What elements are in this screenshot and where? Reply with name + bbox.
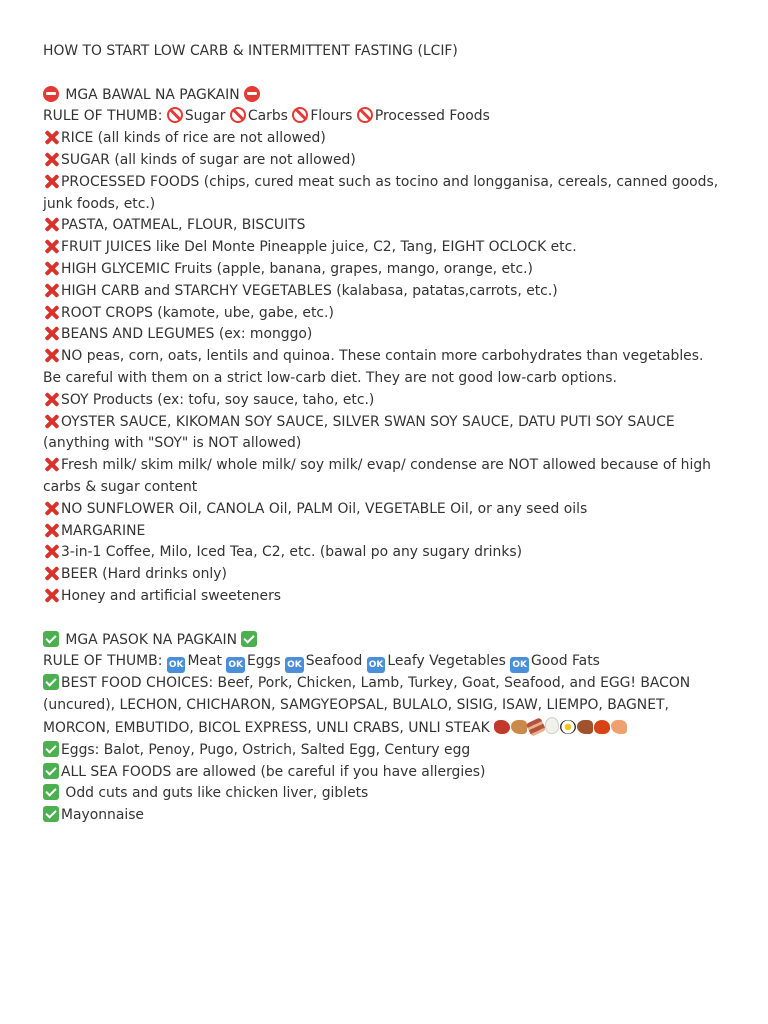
list-item: OYSTER SAUCE, KIKOMAN SOY SAUCE, SILVER SWAN SOY SAUCE, DATU PUTI SOY SAUCE (anything with "SOY" is NOT allowed): [43, 413, 675, 452]
ok-icon: OK: [167, 657, 186, 673]
cross-mark-icon: [43, 456, 59, 472]
list-item: Fresh milk/ skim milk/ whole milk/ soy milk/ evap/ condense are NOT allowed because of high carbs & sugar content: [43, 457, 711, 495]
check-mark-icon: [241, 631, 257, 647]
bawal-list: [43, 128, 724, 608]
poultry-leg-icon: [511, 720, 527, 734]
prohibited-icon: [292, 107, 308, 123]
list-item: BEST FOOD CHOICES: Beef, Pork, Chicken, Lamb, Turkey, Goat, Seafood, and EGG! BACON (uncured), LECHON, CHICHARON, SAMGYEOPSAL, BULALO, SISIG, ISAW, LIEMPO, BAGNET, MORCON, EMBUTIDO, BICOL EXPRESS, UNLI CRABS, UNLI STEAK: [43, 675, 691, 736]
prohibited-icon: [167, 107, 183, 123]
cross-mark-icon: [43, 543, 59, 559]
cross-mark-icon: [43, 522, 59, 538]
cross-mark-icon: [43, 347, 59, 363]
frying-pan-egg-icon: [560, 720, 576, 734]
check-mark-icon: [43, 763, 59, 779]
pasok-heading: MGA PASOK NA PAGKAIN: [43, 630, 724, 652]
list-item: FRUIT JUICES like Del Monte Pineapple juice, C2, Tang, EIGHT OCLOCK etc.: [43, 237, 724, 259]
list-item: PASTA, OATMEAL, FLOUR, BISCUITS: [43, 215, 724, 237]
prohibited-icon: [357, 107, 373, 123]
check-mark-icon: [43, 631, 59, 647]
crab-icon: [594, 720, 610, 734]
poultry-leg-icon: [577, 720, 593, 734]
cross-mark-icon: [43, 587, 59, 603]
no-entry-icon: [244, 86, 260, 102]
list-item: RICE (all kinds of rice are not allowed): [43, 128, 724, 150]
list-item: 3-in-1 Coffee, Milo, Iced Tea, C2, etc. (bawal po any sugary drinks): [43, 542, 724, 564]
shrimp-icon: [611, 720, 627, 734]
cross-mark-icon: [43, 238, 59, 254]
pasok-list: [43, 673, 724, 827]
cross-mark-icon: [43, 413, 59, 429]
list-item: BEER (Hard drinks only): [43, 564, 724, 586]
list-item: Eggs: Balot, Penoy, Pugo, Ostrich, Salted Egg, Century egg: [43, 740, 724, 762]
list-item: ALL SEA FOODS are allowed (be careful if you have allergies): [43, 762, 724, 784]
check-mark-icon: [43, 806, 59, 822]
cross-mark-icon: [43, 151, 59, 167]
ok-icon: OK: [226, 657, 245, 673]
pasok-rule-of-thumb: RULE OF THUMB: OK Meat OK Eggs OK Seafood OK Leafy Vegetables OK Good Fats: [43, 651, 724, 673]
document-title: HOW TO START LOW CARB & INTERMITTENT FASTING (LCIF): [43, 43, 458, 59]
meat-icon: [494, 720, 510, 734]
list-item: NO SUNFLOWER Oil, CANOLA Oil, PALM Oil, VEGETABLE Oil, or any seed oils: [43, 499, 724, 521]
cross-mark-icon: [43, 129, 59, 145]
list-item: BEANS AND LEGUMES (ex: monggo): [43, 324, 724, 346]
cross-mark-icon: [43, 260, 59, 276]
prohibited-icon: [230, 107, 246, 123]
list-item: Honey and artificial sweeteners: [43, 586, 724, 608]
list-item: MARGARINE: [43, 521, 724, 543]
list-item: NO peas, corn, oats, lentils and quinoa. These contain more carbohydrates than vegetables. Be careful with them on a strict low-carb diet. They are not good low-carb options.: [43, 348, 704, 386]
cross-mark-icon: [43, 325, 59, 341]
list-item: SOY Products (ex: tofu, soy sauce, taho, etc.): [43, 390, 724, 412]
cross-mark-icon: [43, 282, 59, 298]
bacon-icon: [526, 717, 546, 736]
list-item: SUGAR (all kinds of sugar are not allowed): [43, 150, 724, 172]
cross-mark-icon: [43, 391, 59, 407]
bawal-heading: MGA BAWAL NA PAGKAIN: [43, 85, 724, 107]
check-mark-icon: [43, 674, 59, 690]
check-mark-icon: [43, 784, 59, 800]
cross-mark-icon: [43, 173, 59, 189]
list-item: ROOT CROPS (kamote, ube, gabe, etc.): [43, 303, 724, 325]
cross-mark-icon: [43, 304, 59, 320]
bawal-rule-of-thumb: RULE OF THUMB: Sugar Carbs Flours Processed Foods: [43, 108, 490, 125]
ok-icon: OK: [367, 657, 386, 673]
list-item: PROCESSED FOODS (chips, cured meat such as tocino and longganisa, cereals, canned goods, junk foods, etc.): [43, 173, 719, 212]
egg-icon: [545, 717, 559, 734]
list-item: HIGH CARB and STARCHY VEGETABLES (kalabasa, patatas,carrots, etc.): [43, 281, 724, 303]
check-mark-icon: [43, 741, 59, 757]
cross-mark-icon: [43, 216, 59, 232]
ok-icon: OK: [285, 657, 304, 673]
list-item: Mayonnaise: [43, 805, 724, 827]
no-entry-icon: [43, 86, 59, 102]
list-item: HIGH GLYCEMIC Fruits (apple, banana, grapes, mango, orange, etc.): [43, 259, 724, 281]
cross-mark-icon: [43, 500, 59, 516]
ok-icon: OK: [510, 657, 529, 673]
list-item: Odd cuts and guts like chicken liver, giblets: [43, 783, 724, 805]
cross-mark-icon: [43, 565, 59, 581]
